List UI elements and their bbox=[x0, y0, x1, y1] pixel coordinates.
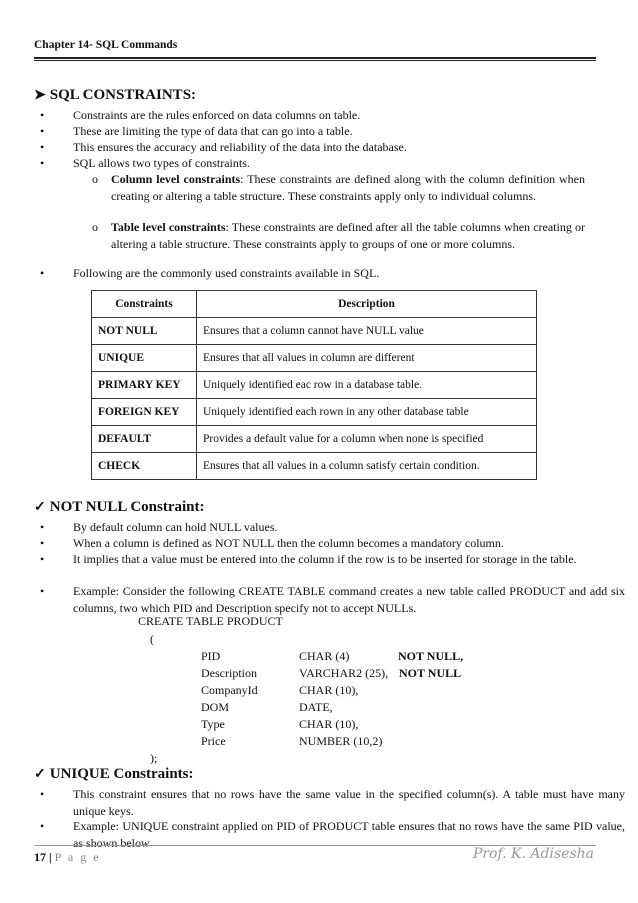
page-number bbox=[34, 850, 101, 865]
page-number-value: 17 bbox=[34, 850, 46, 864]
code-column-name: CompanyId bbox=[201, 683, 258, 697]
code-column-name: Description bbox=[201, 666, 257, 680]
section-heading-not-null bbox=[34, 499, 204, 516]
code-column-constraint: NOT NULL, bbox=[398, 649, 464, 663]
table-row: NOT NULL Ensures that a column cannot have NULL value bbox=[92, 318, 537, 345]
table-row: UNIQUE Ensures that all values in column are different bbox=[92, 345, 537, 372]
page-label: P a g e bbox=[54, 850, 101, 864]
code-column-name: Price bbox=[201, 734, 226, 748]
page-separator: | bbox=[49, 850, 52, 864]
code-column-type: VARCHAR2 (25), bbox=[299, 666, 389, 680]
table-row: FOREIGN KEY Uniquely identified each rown in any other database table bbox=[92, 399, 537, 426]
code-close-paren: ); bbox=[150, 751, 158, 765]
document-page: Chapter 14- SQL Commands ➤ SQL CONSTRAINTS: • Constraints are the rules enforced on data columns on table. • These are limiting the type of data that can go into a table. • This ensures the accuracy and reliability of the data into the database. • SQL allows two types of constraints. o Column level constraints: These constraints are defined along with the column definition when creating or altering a table structure. These constraints apply only to individual columns. o Table level constraints: These constraints are defined after all the table columns when creating or altering a table structure. These constraints apply to groups of one or more columns. • Following are the commonly used constraints available in SQL. Constraints Description NOT NULL Ensures that a column cannot have NULL value UNIQUE Ensures that all values in column are different PRIMARY KEY Uniquely identified eac row in a database table. FOREIGN KEY Uniquely identified each rown in any other database table DEFAULT Provides a default value for a column when none is specified CHECK Ensures that all values in a column satisfy certain condition. ✓ NOT NULL Constraint: • By default column can hold NULL values. • When a column is defined as NOT NULL then the column becomes a mandatory column. • It implies that a value must be entered into the column if the row is to be inserted for storage in the table. • Example: Consider the following CREATE TABLE command creates a new table called PRODUCT and add six columns, two which PID and Description specify not to accept NULLs. CREATE TABLE PRODUCT ( PID CHAR (4) NOT NULL, Description VARCHAR2 (25), NOT NULL CompanyId CHAR (10), DOM DATE, Type CHAR (10), Price NUMBER (10,2) ); ✓ UNIQUE Constraints: • This constraint ensures that no rows have the same value in the specified column(s). A table must have many unique keys. • Example: UNIQUE constraint applied on PID of PRODUCT table ensures that no rows have the same PID value, as shown below 17 | P a g e Prof. K. Adisesha bbox=[34, 39, 625, 864]
section-title: SQL CONSTRAINTS: bbox=[49, 87, 197, 103]
author-name: Prof. K. Adisesha bbox=[472, 846, 594, 862]
column-header-constraints: Constraints bbox=[92, 291, 197, 318]
code-column-type: DATE, bbox=[299, 700, 333, 714]
chapter-header: Chapter 14- SQL Commands bbox=[34, 39, 178, 51]
table-header-row bbox=[92, 291, 537, 318]
code-column-name: PID bbox=[201, 649, 221, 663]
code-column-name: Type bbox=[201, 717, 225, 731]
check-mark-icon: ✓ bbox=[34, 500, 46, 515]
table-row: DEFAULT Provides a default value for a column when none is specified bbox=[92, 426, 537, 453]
table-row: PRIMARY KEY Uniquely identified eac row in a database table. bbox=[92, 372, 537, 399]
code-column-type: NUMBER (10,2) bbox=[299, 734, 383, 748]
code-column-type: CHAR (10), bbox=[299, 717, 359, 731]
header-rule bbox=[34, 57, 596, 61]
check-mark-icon: ✓ bbox=[34, 767, 46, 782]
arrow-bullet-icon: ➤ bbox=[34, 88, 46, 103]
column-header-description: Description bbox=[197, 291, 537, 318]
code-column-constraint: NOT NULL bbox=[399, 666, 462, 680]
section-heading-unique bbox=[34, 766, 194, 783]
code-line: CREATE TABLE PRODUCT bbox=[138, 614, 283, 628]
code-open-paren: ( bbox=[150, 632, 154, 646]
code-column-type: CHAR (10), bbox=[299, 683, 359, 697]
section-title: UNIQUE Constraints: bbox=[49, 766, 194, 782]
code-column-type: CHAR (4) bbox=[299, 649, 350, 663]
constraints-table bbox=[91, 290, 537, 480]
code-column-name: DOM bbox=[201, 700, 230, 714]
section-heading-constraints bbox=[34, 87, 196, 104]
section-title: NOT NULL Constraint: bbox=[49, 499, 205, 515]
table-row: CHECK Ensures that all values in a column satisfy certain condition. bbox=[92, 453, 537, 480]
